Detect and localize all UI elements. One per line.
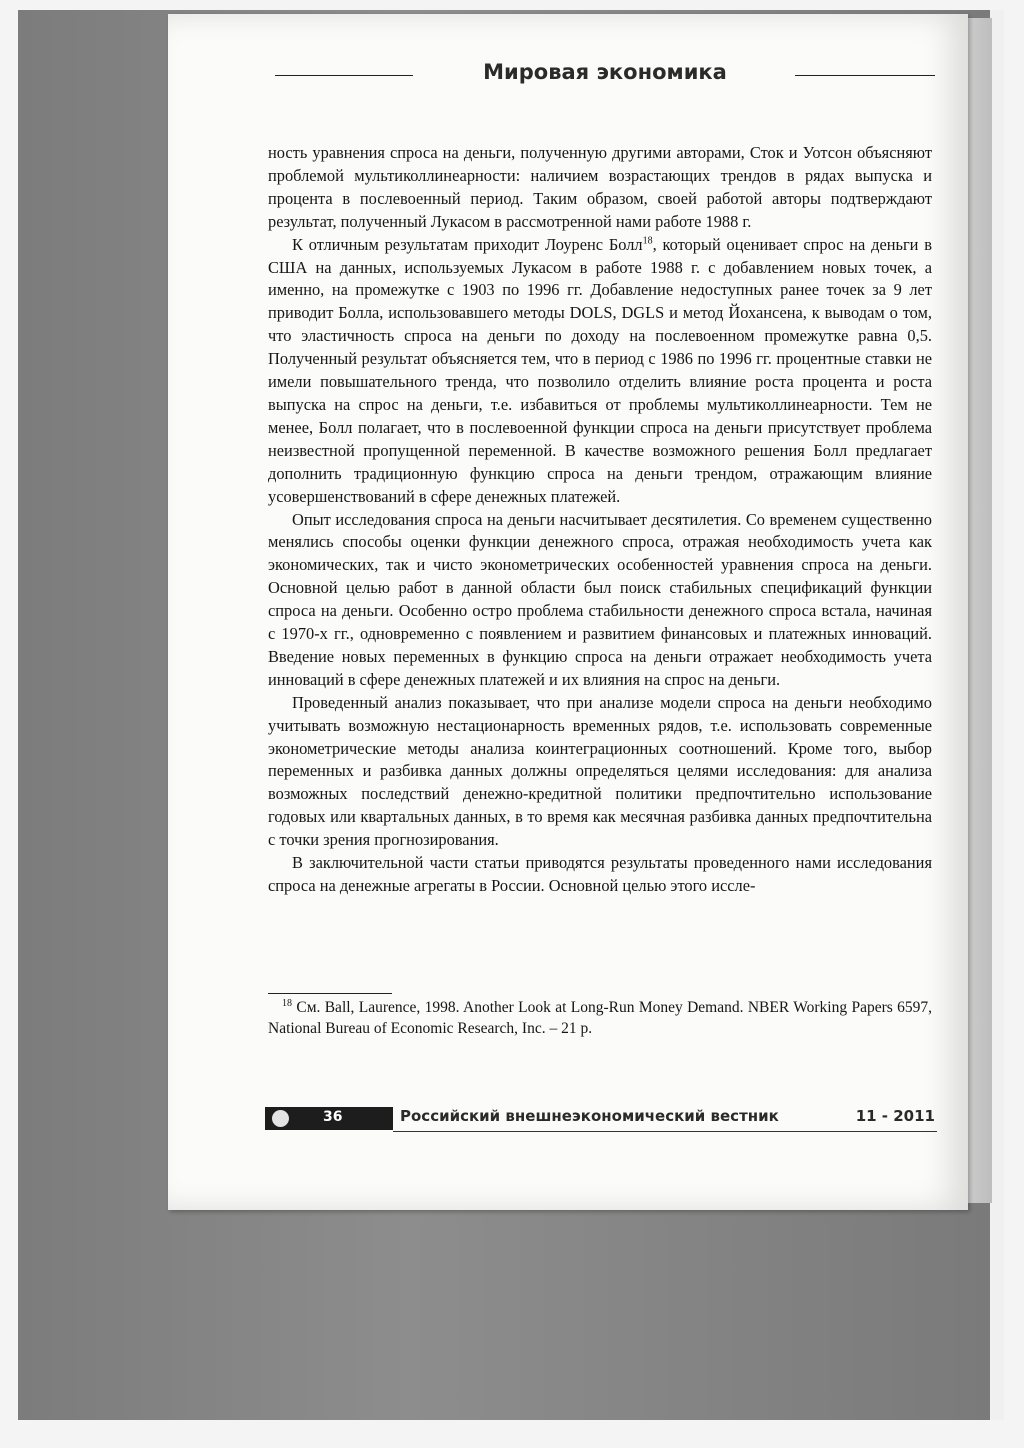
paragraph-3: Опыт исследования спроса на деньги насчитывает десятилетия. Со временем существенно менялись способы оценки функции денежного спроса, отражая необходимость учета как экономических, так и чисто эконометрических особенностей уравнения спроса на деньги. Основной целью работ в данной области был поиск стабильных спецификаций функции спроса на деньги. Особенно остро проблема стабильности денежного спроса встала, начиная с 1970-х гг., одновременно с появлением и развитием финансовых и платежных инноваций. Введение новых переменных в функцию спроса на деньги отражает необходимость учета инноваций в сфере денежных платежей и их влияния на спрос на деньги. — [268, 509, 932, 689]
page-footer — [265, 1107, 937, 1133]
footnote-separator — [268, 993, 392, 994]
section-title: Мировая экономика — [483, 60, 727, 84]
journal-name: Российский внешнеэкономический вестник — [400, 1107, 779, 1125]
scan-right-margin — [990, 10, 1004, 1420]
issue-number: 11 - 2011 — [855, 1107, 935, 1125]
running-header — [275, 58, 935, 94]
paragraph-2-rest: , который оценивает спрос на деньги в США на данных, используемых Лукасом в работе 1988 г. с добавлением новых точек, а именно, на промежутке с 1903 по 1996 гг. Добавление недоступных ранее точек за 9 лет приводит Болла, использовавшего методы DOLS, DGLS и метод Йохансена, к выводам о том, что эластичность спроса на деньги по доходу на послевоенном промежутке равна 0,5. Полученный результат объясняется тем, что в период с 1986 по 1996 гг. процентные ставки не имели повышательного тренда, что позволило отделить влияние роста процента и роста выпуска на спрос на деньги, т.е. избавиться от проблемы мультиколлинеарности. Тем не менее, Болл полагает, что в послевоенной функции спроса на деньги присутствует проблема неизвестной пропущенной переменной. В качестве возможного решения Болл предлагает дополнить традиционную функцию спроса на деньги трендом, отражающим влияние усовершенствований в сфере денежных платежей. — [268, 234, 932, 506]
header-rule-right — [795, 75, 935, 76]
page-number: 36 — [323, 1109, 343, 1125]
globe-icon — [272, 1110, 289, 1127]
paragraph-5: В заключительной части статьи приводятся результаты проведенного нами исследования спроса на денежные агрегаты в России. Основной целью этого иссле- — [268, 853, 932, 895]
footnote-reference: 18 — [642, 235, 653, 247]
paragraph-2-start: К отличным результатам приходит Лоуренс Болл — [292, 234, 643, 254]
footnote — [268, 997, 932, 1039]
footnote-text: См. Ball, Laurence, 1998. Another Look at Long-Run Money Demand. NBER Working Papers 6597, National Bureau of Economic Research, Inc. – 21 p. — [268, 999, 932, 1037]
footer-page-bar — [265, 1107, 393, 1130]
paragraph-4: Проведенный анализ показывает, что при анализе модели спроса на деньги необходимо учитывать возможную нестационарность временных рядов, т.е. использовать современные эконометрические методы анализа коинтеграционных соотношений. Кроме того, выбор переменных и разбивка данных должны определяться целями исследования: для анализа возможных последствий денежно-кредитной политики предпочтительно использование годовых или квартальных данных, в то время как месячная разбивка данных предпочтительна с точки зрения прогнозирования. — [268, 692, 932, 850]
footnote-line — [268, 997, 932, 1039]
footer-rule — [393, 1131, 937, 1132]
paragraph-2 — [268, 234, 932, 509]
article-body — [268, 142, 932, 898]
footnote-number: 18 — [282, 997, 292, 1009]
paragraph-1: ность уравнения спроса на деньги, полученную другими авторами, Сток и Уотсон объясняют проблемой мультиколлинеарности: наличием возрастающих трендов в рядах выпуска и процента в послевоенный период. Таким образом, своей работой авторы подтверждают результат, полученный Лукасом в рассмотренной нами работе 1988 г. — [268, 143, 932, 231]
